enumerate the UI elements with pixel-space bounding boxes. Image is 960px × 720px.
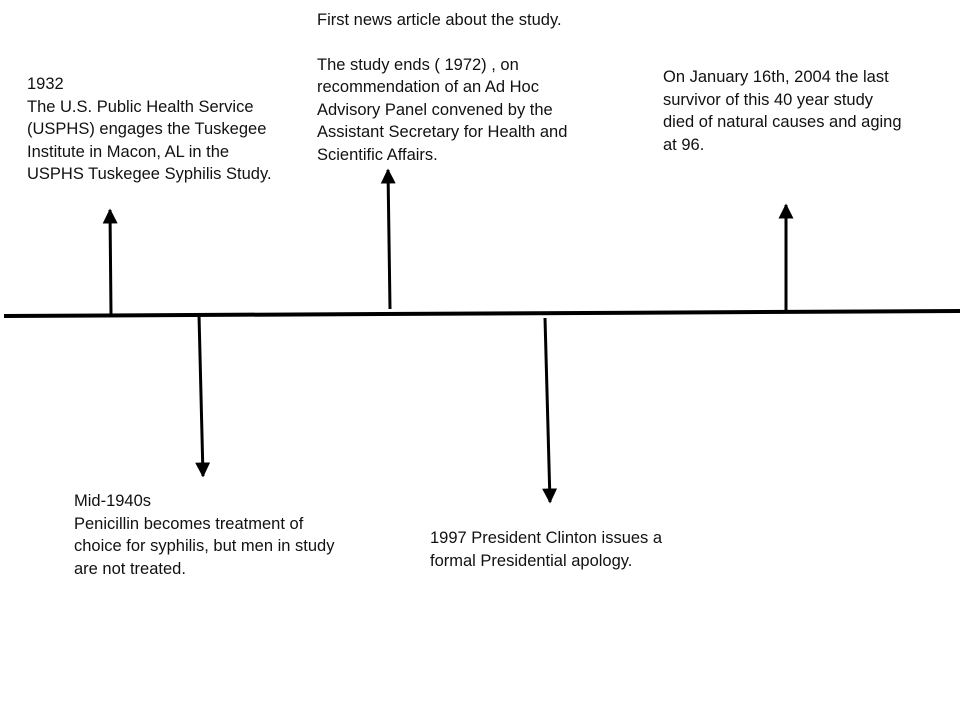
event-1932-note bbox=[27, 73, 272, 186]
event-2004-note bbox=[663, 66, 902, 156]
event-1997-line: 1997 President Clinton issues a bbox=[430, 529, 663, 547]
event-mid-1940s-line: Mid-1940s bbox=[74, 492, 152, 510]
event-1932-line: (USPHS) engages the Tuskegee bbox=[27, 120, 267, 138]
event-2004-line: died of natural causes and aging bbox=[663, 113, 902, 131]
event-mid-1940s-note bbox=[74, 490, 334, 580]
arrow-down-1997 bbox=[545, 318, 550, 502]
event-mid-1940s-line: choice for syphilis, but men in study bbox=[74, 537, 335, 555]
event-mid-1940s-line: are not treated. bbox=[74, 559, 186, 578]
event-1972-line: Scientific Affairs. bbox=[317, 145, 438, 164]
event-2004-line: at 96. bbox=[663, 135, 705, 154]
event-2004-line: survivor of this 40 year study bbox=[663, 90, 874, 109]
arrow-down-1940s bbox=[199, 315, 203, 476]
event-1972-note bbox=[317, 9, 567, 166]
event-1972-heading: First news article about the study. bbox=[317, 11, 562, 29]
event-1932-line: 1932 bbox=[27, 75, 64, 93]
arrow-up-1932 bbox=[110, 210, 111, 314]
event-mid-1940s-line: Penicillin becomes treatment of bbox=[74, 514, 304, 533]
event-1972-line: The study ends ( 1972) , on bbox=[317, 55, 519, 74]
timeline-axis bbox=[4, 311, 960, 316]
event-1997-line: formal Presidential apology. bbox=[430, 551, 633, 570]
event-1972-line: recommendation of an Ad Hoc bbox=[317, 78, 539, 96]
event-1997-note bbox=[430, 527, 662, 572]
event-1932-line: Institute in Macon, AL in the bbox=[27, 142, 230, 161]
event-1932-line: The U.S. Public Health Service bbox=[27, 97, 254, 116]
event-1972-line: Assistant Secretary for Health and bbox=[317, 123, 568, 141]
event-1932-line: USPHS Tuskegee Syphilis Study. bbox=[27, 165, 272, 183]
event-2004-line: On January 16th, 2004 the last bbox=[663, 68, 889, 86]
event-1972-line: Advisory Panel convened by the bbox=[317, 100, 553, 119]
arrow-up-1972 bbox=[388, 170, 390, 309]
